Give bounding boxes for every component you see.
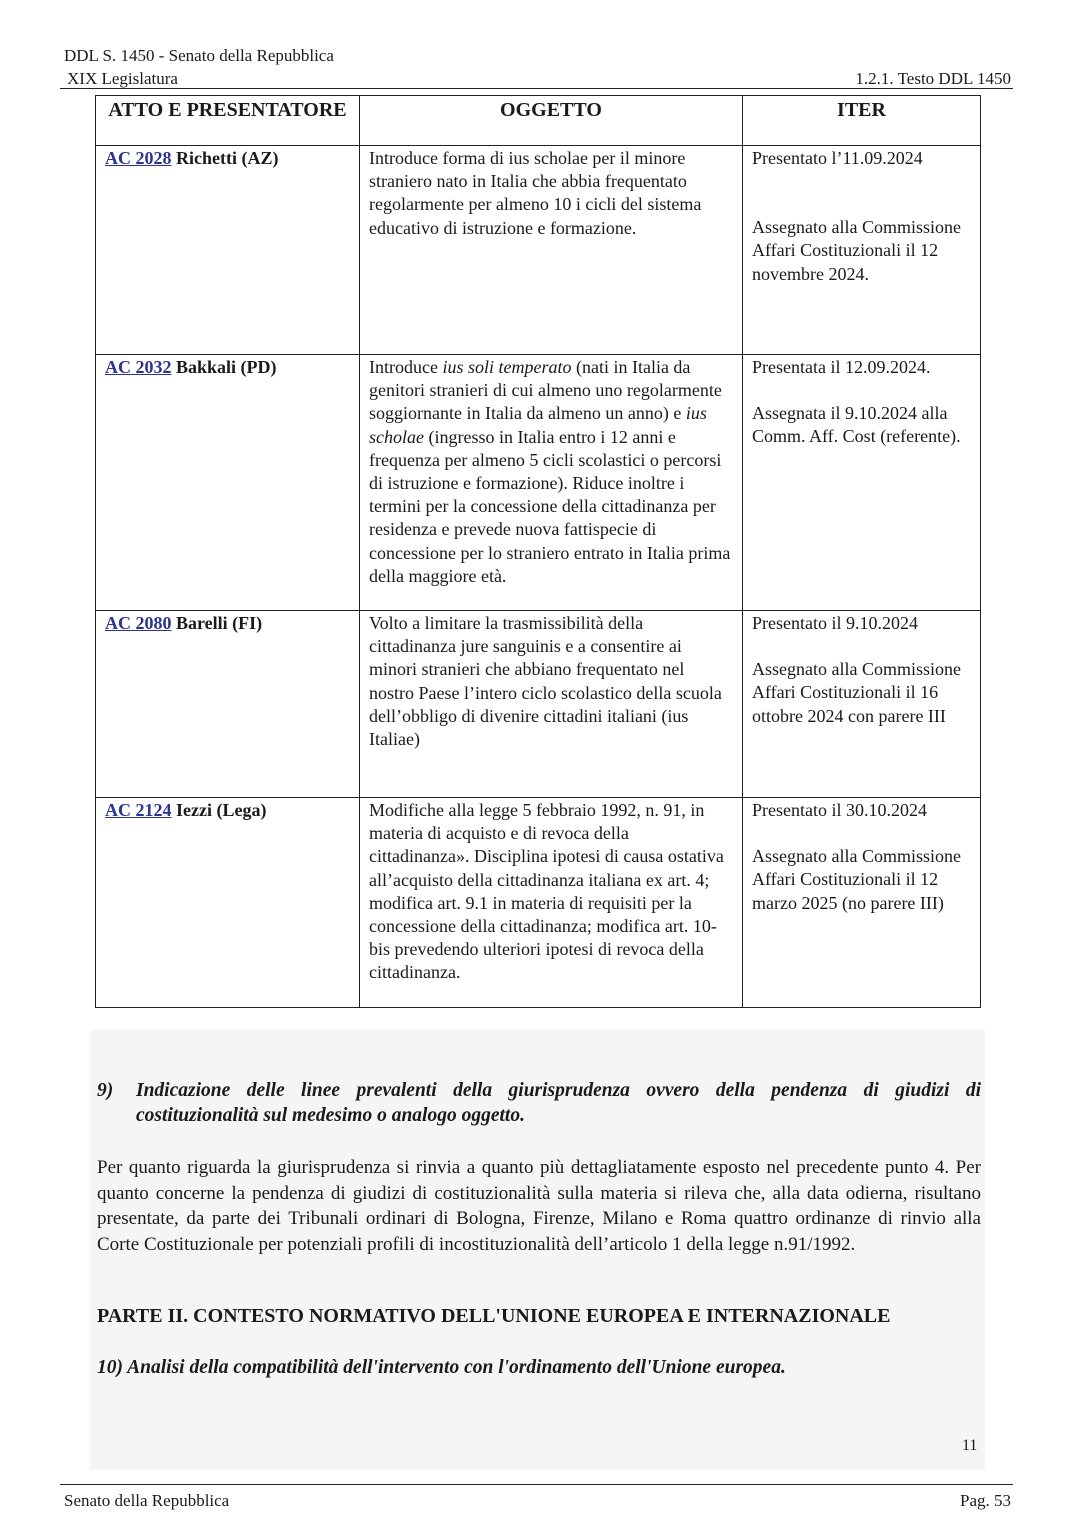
oggetto-text: (nati in Italia da genitori stranieri di cui almeno uno regolarmente soggiornante in Italia da almeno un anno) e bbox=[369, 357, 722, 424]
oggetto-text: Introduce bbox=[369, 357, 443, 377]
header-legislature: XIX Legislatura bbox=[67, 69, 178, 88]
presenter: Iezzi (Lega) bbox=[176, 800, 267, 820]
table-row bbox=[96, 611, 981, 798]
column-header-atto: ATTO E PRESENTATORE bbox=[96, 96, 360, 146]
table-row bbox=[96, 146, 981, 355]
oggetto-italic-term: ius scholae bbox=[369, 403, 707, 447]
act-link[interactable]: AC 2028 bbox=[105, 148, 172, 168]
oggetto-text: (ingresso in Italia entro i 12 anni e frequenza per almeno 5 cicli scolastici o percorsi di istruzione e formazione). Riduce inoltre i termini per la concessione della cittadinanza per residenza e prevede nuova fattispecie di concessione per lo straniero entrato in Italia prima della maggiore età. bbox=[369, 426, 731, 586]
act-link[interactable]: AC 2032 bbox=[105, 357, 172, 377]
iter-presented: Presentato l’11.09.2024 bbox=[752, 148, 923, 168]
iter-assigned: Assegnato alla Commissione Affari Costituzionali il 16 ottobre 2024 con parere III bbox=[752, 659, 961, 726]
iter-presented: Presentato il 30.10.2024 bbox=[752, 800, 927, 820]
section-9-number: 9) bbox=[97, 1080, 114, 1101]
oggetto-italic-term: ius soli temperato bbox=[442, 357, 572, 377]
bills-table bbox=[95, 95, 981, 1008]
presenter: Bakkali (PD) bbox=[176, 357, 277, 377]
inner-page-number: 11 bbox=[962, 1437, 978, 1454]
header-title: DDL S. 1450 - Senato della Repubblica bbox=[64, 46, 334, 65]
presenter: Barelli (FI) bbox=[176, 613, 263, 633]
header-divider bbox=[60, 88, 1013, 89]
oggetto-cell: Introduce forma di ius scholae per il minore straniero nato in Italia che abbia frequentato regolarmente per almeno 10 i cicli del sistema educativo di istruzione e formazione. bbox=[360, 146, 743, 355]
column-header-oggetto: OGGETTO bbox=[360, 96, 743, 146]
header-section-ref: 1.2.1. Testo DDL 1450 bbox=[855, 69, 1011, 88]
atto-cell bbox=[96, 146, 360, 355]
act-link[interactable]: AC 2080 bbox=[105, 613, 172, 633]
part-2-heading: PARTE II. CONTESTO NORMATIVO DELL'UNIONE EUROPEA E INTERNAZIONALE bbox=[97, 1305, 891, 1327]
iter-cell bbox=[743, 355, 981, 611]
atto-cell bbox=[96, 611, 360, 798]
footer-institution: Senato della Repubblica bbox=[64, 1491, 230, 1510]
iter-presented: Presentata il 12.09.2024. bbox=[752, 357, 931, 377]
iter-cell bbox=[743, 611, 981, 798]
section-10-heading: 10) Analisi della compatibilità dell'intervento con l'ordinamento dell'Unione europea. bbox=[97, 1357, 786, 1378]
iter-assigned: Assegnata il 9.10.2024 alla Comm. Aff. Cost (referente). bbox=[752, 403, 961, 447]
table-row bbox=[96, 355, 981, 611]
iter-cell bbox=[743, 798, 981, 1008]
footer-divider bbox=[60, 1484, 1013, 1485]
oggetto-cell: Volto a limitare la trasmissibilità della cittadinanza jure sanguinis e a consentire ai minori stranieri che abbiano frequentato nel nostro Paese l’intero ciclo scolastico della scuola dell’obbligo di divenire cittadini italiani (ius Italiae) bbox=[360, 611, 743, 798]
act-link[interactable]: AC 2124 bbox=[105, 800, 172, 820]
atto-cell bbox=[96, 798, 360, 1008]
iter-presented: Presentato il 9.10.2024 bbox=[752, 613, 918, 633]
iter-assigned: Assegnato alla Commissione Affari Costituzionali il 12 marzo 2025 (no parere III) bbox=[752, 846, 961, 913]
iter-assigned: Assegnato alla Commissione Affari Costituzionali il 12 novembre 2024. bbox=[752, 217, 961, 284]
jurisprudence-paragraph: Per quanto riguarda la giurisprudenza si rinvia a quanto più dettagliatamente esposto nel precedente punto 4. Per quanto concerne la pendenza di giudizi di costituzionalità sulla materia si rileva che, alla data odierna, risultano presentate, da parte dei Tribunali ordinari di Bologna, Firenze, Milano e Roma quattro ordinanze di rinvio alla Corte Costituzionale per potenziali profili di incostituzionalità dell’articolo 1 della legge n.91/1992. bbox=[97, 1157, 981, 1255]
atto-cell bbox=[96, 355, 360, 611]
iter-cell bbox=[743, 146, 981, 355]
table-header-row bbox=[96, 96, 981, 146]
section-9-title: Indicazione delle linee prevalenti della giurisprudenza ovvero della pendenza di giudizi di costituzionalità sul medesimo o analogo oggetto. bbox=[136, 1080, 981, 1126]
oggetto-cell: Modifiche alla legge 5 febbraio 1992, n. 91, in materia di acquisto e di revoca della cittadinanza». Disciplina ipotesi di causa ostativa all’acquisto della cittadinanza italiana ex art. 4; modifica art. 9.1 in materia di requisiti per la concessione della cittadinanza; modifica art. 10-bis prevedendo ulteriori ipotesi di revoca della cittadinanza. bbox=[360, 798, 743, 1008]
section-9-heading bbox=[97, 1078, 981, 1128]
table-row bbox=[96, 798, 981, 1008]
footer-page-number: Pag. 53 bbox=[960, 1491, 1011, 1510]
column-header-iter: ITER bbox=[743, 96, 981, 146]
presenter: Richetti (AZ) bbox=[176, 148, 279, 168]
oggetto-cell bbox=[360, 355, 743, 611]
